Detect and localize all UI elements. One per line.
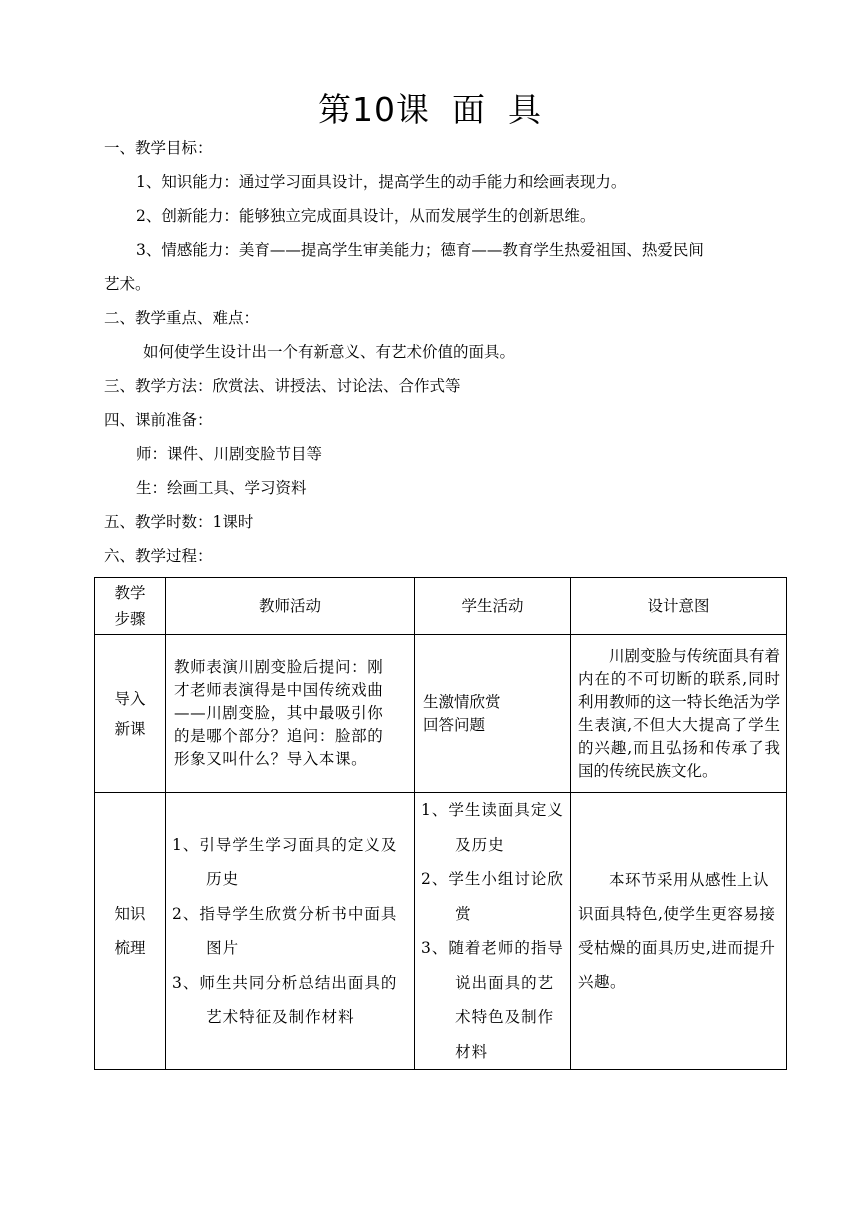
step-cell: 导入 新课 bbox=[95, 635, 166, 793]
teacher-activity-cell: 教师表演川剧变脸后提问：刚 才老师表演得是中国传统戏曲 ——川剧变脸，其中最吸引你 的是哪个部分？追问：脸部的 形象又叫什么？导入本课。 bbox=[166, 635, 415, 793]
list-item: 3、师生共同分析总结出面具的艺术特征及制作材料 bbox=[172, 973, 398, 1026]
list-item: 1、学生读面具定义及历史 bbox=[421, 801, 564, 854]
list-item: 3、随着老师的指导说出面具的艺术特色及制作材料 bbox=[421, 939, 564, 1061]
design-intent-cell: 本环节采用从感性上认识面具特色,使学生更容易接受枯燥的面具历史,进而提升兴趣。 bbox=[571, 793, 787, 1070]
student-activity-cell: 生激情欣赏 回答问题 bbox=[415, 635, 571, 793]
hours-text: 五、教学时数：1课时 bbox=[104, 513, 254, 531]
student-activity-cell bbox=[415, 793, 571, 1070]
title-char-2: 具 bbox=[508, 90, 542, 129]
list-item: 2、学生小组讨论欣赏 bbox=[421, 870, 564, 923]
list-item: 2、指导学生欣赏分析书中面具图片 bbox=[172, 904, 398, 957]
title-lesson: 第10课 bbox=[318, 90, 430, 129]
header-design-intent: 设计意图 bbox=[571, 578, 787, 635]
methods-text: 三、教学方法：欣赏法、讲授法、讨论法、合作式等 bbox=[104, 377, 461, 395]
design-intent-cell: 川剧变脸与传统面具有着内在的不可切断的联系,同时利用教师的这一特长绝活为学生表演,不但大大提高了学生的兴趣,而且弘扬和传承了我国的传统民族文化。 bbox=[571, 635, 787, 793]
preparation-teacher: 师：课件、川剧变脸节目等 bbox=[136, 445, 323, 463]
objective-item-3-cont: 艺术。 bbox=[104, 275, 151, 293]
process-heading: 六、教学过程： bbox=[104, 547, 213, 565]
objectives-heading: 一、教学目标： bbox=[104, 139, 213, 157]
table-row bbox=[95, 635, 787, 793]
teaching-process-table bbox=[94, 577, 787, 1070]
step-cell: 知识 梳理 bbox=[95, 793, 166, 1070]
key-points-text: 如何使学生设计出一个有新意义、有艺术价值的面具。 bbox=[143, 343, 516, 361]
list-item: 1、引导学生学习面具的定义及历史 bbox=[172, 835, 398, 888]
header-student-activity: 学生活动 bbox=[415, 578, 571, 635]
preparation-heading: 四、课前准备： bbox=[104, 411, 213, 429]
key-points-heading: 二、教学重点、难点： bbox=[104, 309, 260, 327]
header-step: 教学 步骤 bbox=[95, 578, 166, 635]
title-char-1: 面 bbox=[452, 90, 486, 129]
teacher-activity-cell bbox=[166, 793, 415, 1070]
header-teacher-activity: 教师活动 bbox=[166, 578, 415, 635]
preparation-student: 生：绘画工具、学习资料 bbox=[136, 479, 307, 497]
table-row bbox=[95, 793, 787, 1070]
objective-item-1: 1、知识能力：通过学习面具设计，提高学生的动手能力和绘画表现力。 bbox=[136, 173, 627, 191]
page-title bbox=[0, 84, 860, 136]
objective-item-2: 2、创新能力：能够独立完成面具设计，从而发展学生的创新思维。 bbox=[136, 207, 596, 225]
table-header-row bbox=[95, 578, 787, 635]
objective-item-3: 3、情感能力：美育——提高学生审美能力；德育——教育学生热爱祖国、热爱民间 bbox=[136, 241, 704, 259]
